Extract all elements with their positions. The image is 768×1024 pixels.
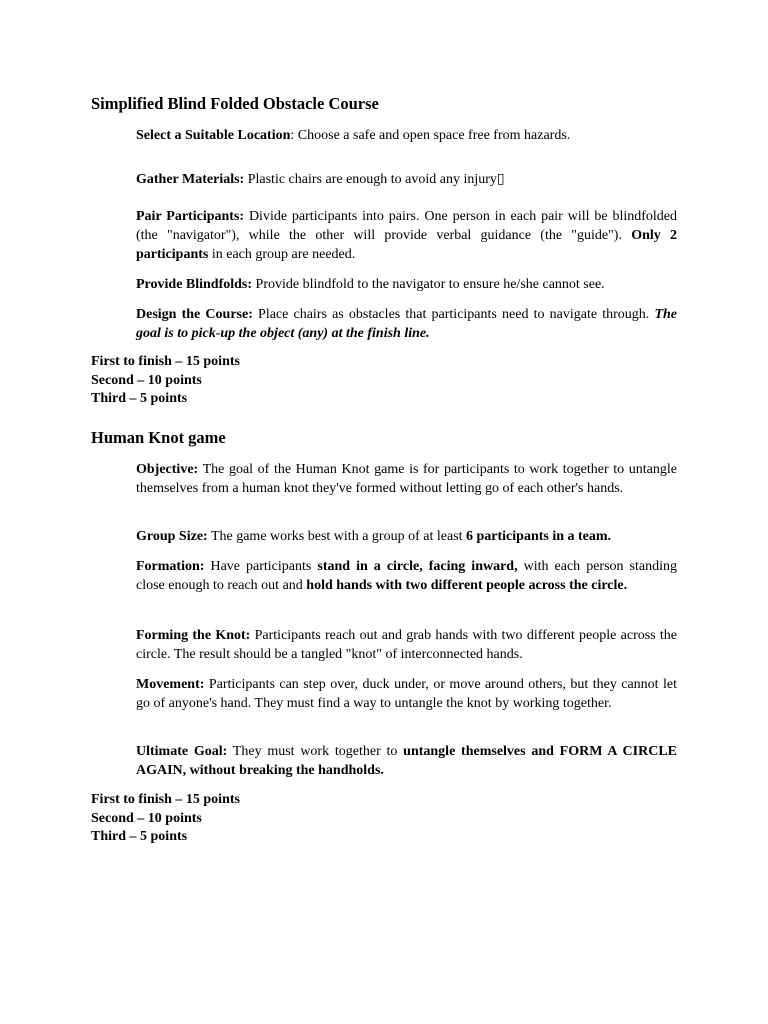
step-label: Ultimate Goal: <box>136 744 228 759</box>
step-goal-emphasis: The goal is to pick-up the object (any) at the finish line. <box>136 307 678 342</box>
step-emphasis: untangle themselves and FORM A CIRCLE AGAIN, without breaking the handholds. <box>136 744 677 779</box>
step-formation <box>136 557 677 595</box>
step-text: Have participants <box>204 559 318 574</box>
step-emphasis: Only 2 participants <box>136 228 677 263</box>
step-label: Forming the Knot: <box>136 628 251 643</box>
step-label: Objective: <box>136 462 199 477</box>
points-list-obstacle-course <box>91 353 240 409</box>
step-forming-knot <box>136 626 677 664</box>
points-second: Second – 10 points <box>91 372 202 388</box>
step-group-size <box>136 527 677 546</box>
step-label: Formation: <box>136 559 205 574</box>
section-title-obstacle-course: Simplified Blind Folded Obstacle Course <box>91 94 379 113</box>
step-label: Design the Course: <box>136 307 253 322</box>
step-text: The game works best with a group of at least <box>207 529 466 544</box>
step-label: Group Size: <box>136 529 208 544</box>
step-text: Participants can step over, duck under, or move around others, but they cannot let go of anyone's hand. They must find a way to untangle the knot by working together. <box>136 677 677 712</box>
step-emphasis: stand in a circle, facing inward, <box>317 559 518 574</box>
points-first: First to finish – 15 points <box>91 354 240 369</box>
points-first: First to finish – 15 points <box>91 792 240 807</box>
section-title-human-knot: Human Knot game <box>91 428 226 447</box>
step-text-continued: in each group are needed. <box>208 247 356 263</box>
step-emphasis: 6 participants in a team. <box>466 529 612 544</box>
step-text: Divide participants into pairs. One person in each pair will be blindfolded (the "navigator"), while the other will provide verbal guidance (the "guide"). <box>136 209 678 244</box>
step-text: The goal of the Human Knot game is for participants to work together to untangle themselves from a human knot they've formed without letting go of each other's hands. <box>136 462 677 497</box>
step-select-location <box>136 126 677 145</box>
step-label: Select a Suitable Location <box>136 128 291 143</box>
step-text: Plastic chairs are enough to avoid any injury▯ <box>244 172 505 187</box>
step-pair-participants <box>136 207 677 265</box>
step-text: Participants reach out and grab hands with two different people across the circle. The result should be a tangled "knot" of interconnected hands. <box>136 628 678 663</box>
points-second: Second – 10 points <box>91 810 202 826</box>
step-ultimate-goal <box>136 742 677 780</box>
points-third: Third – 5 points <box>91 829 188 844</box>
step-label: Movement: <box>136 677 205 692</box>
step-emphasis-2: hold hands with two different people across the circle. <box>306 578 628 594</box>
step-text: Provide blindfold to the navigator to ensure he/she cannot see. <box>252 277 605 292</box>
step-text-continued: with each person standing close enough to reach out and <box>136 559 677 594</box>
step-design-course <box>136 305 677 343</box>
step-text: Place chairs as obstacles that participants need to navigate through. <box>252 307 655 322</box>
step-objective <box>136 460 677 498</box>
points-list-human-knot <box>91 791 240 847</box>
points-third: Third – 5 points <box>91 391 188 406</box>
step-text: They must work together to <box>227 744 404 759</box>
step-text: : Choose a safe and open space free from hazards. <box>290 128 571 143</box>
step-movement <box>136 675 677 713</box>
step-provide-blindfolds <box>136 275 677 294</box>
step-label: Provide Blindfolds: <box>136 277 253 292</box>
step-label: Pair Participants: <box>136 209 245 224</box>
step-gather-materials <box>136 170 677 189</box>
step-label: Gather Materials: <box>136 172 245 187</box>
